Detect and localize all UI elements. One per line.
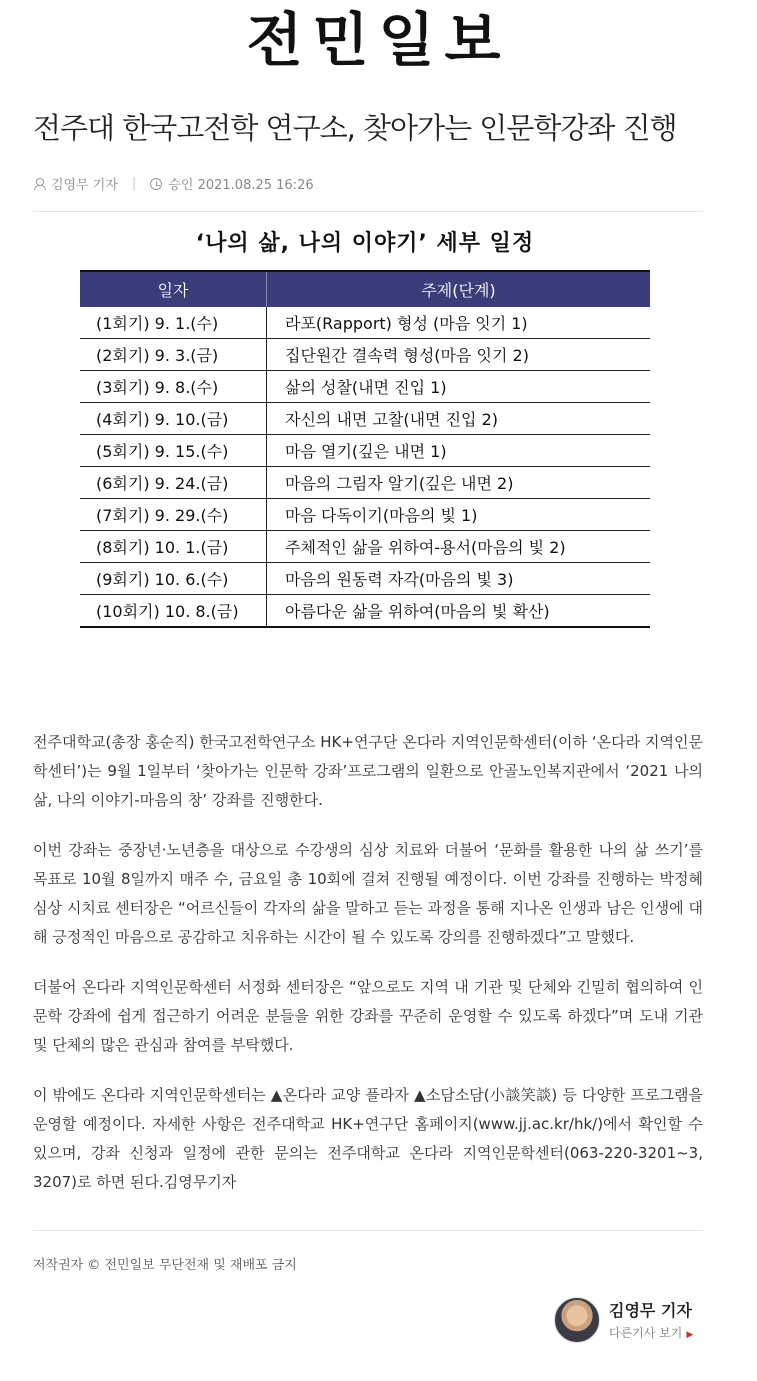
session-date: (3회기) 9. 8.(수): [80, 371, 267, 403]
session-topic: 아름다운 삶을 위하여(마음의 빛 확산): [267, 595, 651, 628]
table-row: [80, 531, 650, 563]
chevron-right-icon: ▶: [686, 1330, 694, 1340]
session-topic: 삶의 성찰(내면 진입 1): [267, 371, 651, 403]
session-date: (7회기) 9. 29.(수): [80, 499, 267, 531]
session-topic: 마음 다독이기(마음의 빛 1): [267, 499, 651, 531]
article-body: [33, 728, 703, 1218]
table-row: [80, 403, 650, 435]
session-date: (1회기) 9. 1.(수): [80, 307, 267, 339]
session-date: (9회기) 10. 6.(수): [80, 563, 267, 595]
session-date: (8회기) 10. 1.(금): [80, 531, 267, 563]
header-date: 일자: [80, 271, 267, 307]
schedule-table: [80, 270, 650, 628]
schedule-figure: [80, 224, 650, 628]
session-topic: 주체적인 삶을 위하여-용서(마음의 빛 2): [267, 531, 651, 563]
article-headline: 전주대 한국고전학 연구소, 찾아가는 인문학강좌 진행: [33, 111, 677, 145]
table-row: [80, 435, 650, 467]
table-row: [80, 371, 650, 403]
user-icon: [33, 178, 45, 190]
reporter-name: 김영무 기자: [609, 1301, 692, 1320]
session-date: (10회기) 10. 8.(금): [80, 595, 267, 628]
session-date: (5회기) 9. 15.(수): [80, 435, 267, 467]
table-row: [80, 339, 650, 371]
more-articles-label: 다른기사 보기: [609, 1326, 683, 1340]
session-topic: 라포(Rapport) 형성 (마음 잇기 1): [267, 307, 651, 339]
table-row: [80, 563, 650, 595]
author-name: 김영무 기자: [51, 178, 118, 193]
table-row: [80, 467, 650, 499]
reporter-card[interactable]: [554, 1296, 734, 1344]
masthead-logo[interactable]: 전민일보: [246, 6, 511, 74]
approved-date: 승인 2021.08.25 16:26: [168, 178, 314, 193]
paragraph: 더불어 온다라 지역인문학센터 서정화 센터장은 “앞으로도 지역 내 기관 및 단체와 긴밀히 협의하여 인문학 강좌에 쉽게 접근하기 어려운 분들을 위한 강좌를 꾸준히 운영할 수 있도록 하겠다”며 도내 기관 및 단체의 많은 관심과 참여를 부탁했다.: [33, 978, 703, 1054]
figure-title: ‘나의 삶, 나의 이야기’ 세부 일정: [195, 231, 535, 256]
meta-divider-line: [33, 211, 703, 212]
avatar: [554, 1297, 600, 1343]
session-topic: 자신의 내면 고찰(내면 진입 2): [267, 403, 651, 435]
header-topic: 주제(단계): [267, 271, 651, 307]
table-header-row: [80, 271, 650, 307]
paragraph: 이 밖에도 온다라 지역인문학센터는 ▲온다라 교양 플라자 ▲소담소담(小談笑談) 등 다양한 프로그램을 운영할 예정이다. 자세한 사항은 전주대학교 HK+연구단 홈페이지(www.jj.ac.kr/hk/)에서 확인할 수 있으며, 강좌 신청과 일정에 관한 문의는 전주대학교 온다라 지역인문학센터(063-220-3201~3, 3207)로 하면 된다.김영무기자: [33, 1086, 703, 1191]
article-meta: [33, 174, 314, 193]
session-topic: 마음의 원동력 자각(마음의 빛 3): [267, 563, 651, 595]
session-date: (2회기) 9. 3.(금): [80, 339, 267, 371]
copyright-notice: 저작권자 © 전민일보 무단전재 및 재배포 금지: [33, 1258, 297, 1273]
footer-divider-line: [33, 1230, 703, 1231]
session-topic: 마음의 그림자 알기(깊은 내면 2): [267, 467, 651, 499]
session-topic: 마음 열기(깊은 내면 1): [267, 435, 651, 467]
more-articles-link[interactable]: [609, 1324, 693, 1341]
table-row: [80, 499, 650, 531]
table-row: [80, 595, 650, 628]
session-topic: 집단원간 결속력 형성(마음 잇기 2): [267, 339, 651, 371]
paragraph: 전주대학교(총장 홍순직) 한국고전학연구소 HK+연구단 온다라 지역인문학센터(이하 ‘온다라 지역인문학센터’)는 9월 1일부터 ‘찾아가는 인문학 강좌’프로그램의 일환으로 안골노인복지관에서 ‘2021 나의 삶, 나의 이야기-마음의 창’ 강좌를 진행한다.: [33, 733, 703, 809]
meta-divider: |: [131, 176, 137, 191]
session-date: (6회기) 9. 24.(금): [80, 467, 267, 499]
session-date: (4회기) 9. 10.(금): [80, 403, 267, 435]
table-row: [80, 307, 650, 339]
paragraph: 이번 강좌는 중장년·노년층을 대상으로 수강생의 심상 치료와 더불어 ‘문화를 활용한 나의 삶 쓰기’를 목표로 10월 8일까지 매주 수, 금요일 총 10회에 걸쳐 진행될 예정이다. 이번 강좌를 진행하는 박정혜 심상 시치료 센터장은 “어르신들이 각자의 삶을 말하고 듣는 과정을 통해 지나온 인생과 남은 인생에 대해 긍정적인 마음으로 공감하고 치유하는 시간이 될 수 있도록 강의를 진행하겠다”고 말했다.: [33, 841, 703, 946]
clock-icon: [150, 178, 162, 190]
